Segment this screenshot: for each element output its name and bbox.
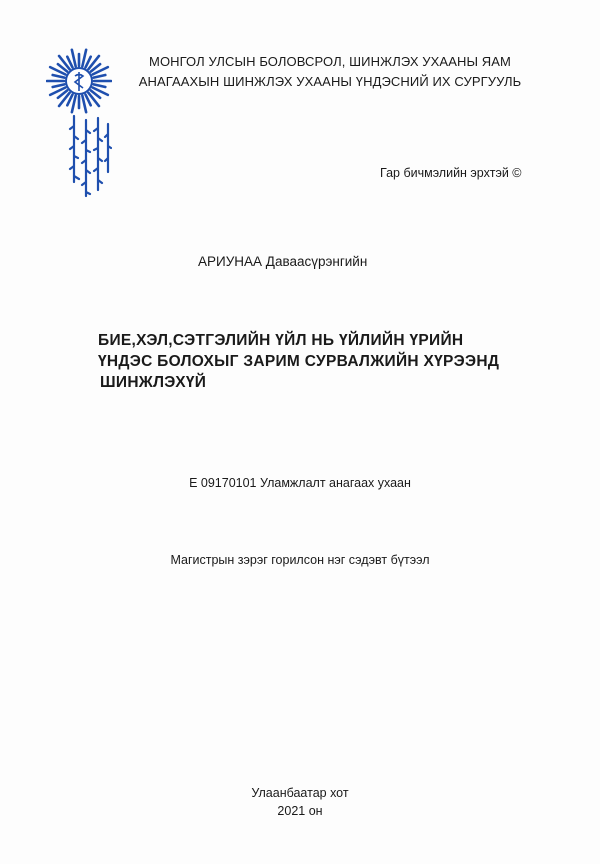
copyright-note: Гар бичмэлийн эрхтэй ©	[380, 166, 522, 180]
emblem-ray	[72, 50, 76, 67]
city: Улаанбаатар хот	[251, 786, 349, 800]
ministry-name: МОНГОЛ УЛСЫН БОЛОВСРОЛ, ШИНЖЛЭХ УХААНЫ ЯАМ	[149, 54, 511, 69]
university-emblem-icon	[46, 48, 112, 114]
year: 2021 он	[277, 804, 323, 818]
emblem-ray	[94, 75, 106, 78]
mongolian-script-inscription	[64, 112, 112, 204]
emblem-ray	[82, 96, 86, 113]
thesis-title	[60, 330, 540, 393]
thesis-title-line-2: ҮНДЭС БОЛОХЫГ ЗАРИМ СУРВАЛЖИЙН ХҮРЭЭНД	[98, 353, 500, 370]
place-and-year	[0, 784, 600, 820]
emblem-ray	[82, 50, 86, 67]
author-name: АРИУНАА Даваасүрэнгийн	[198, 254, 368, 269]
emblem-ray	[94, 84, 106, 87]
emblem-ray	[53, 75, 65, 78]
university-name: АНАГААХЫН ШИНЖЛЭХ УХААНЫ ҮНДЭСНИЙ ИХ СУРГУУЛЬ	[138, 74, 522, 89]
emblem-ray	[53, 84, 65, 87]
thesis-title-line-1: БИЕ,ХЭЛ,СЭТГЭЛИЙН ҮЙЛ НЬ ҮЙЛИЙН ҮРИЙН	[98, 332, 464, 349]
specialty-code: E 09170101 Уламжлалт анагаах ухаан	[189, 476, 411, 490]
ministry-header	[120, 52, 540, 92]
emblem-ray	[72, 96, 76, 113]
thesis-title-line-3: ШИНЖЛЭХҮЙ	[100, 374, 207, 391]
degree-description: Магистрын зэрэг горилсон нэг сэдэвт бүтээл	[170, 553, 430, 567]
